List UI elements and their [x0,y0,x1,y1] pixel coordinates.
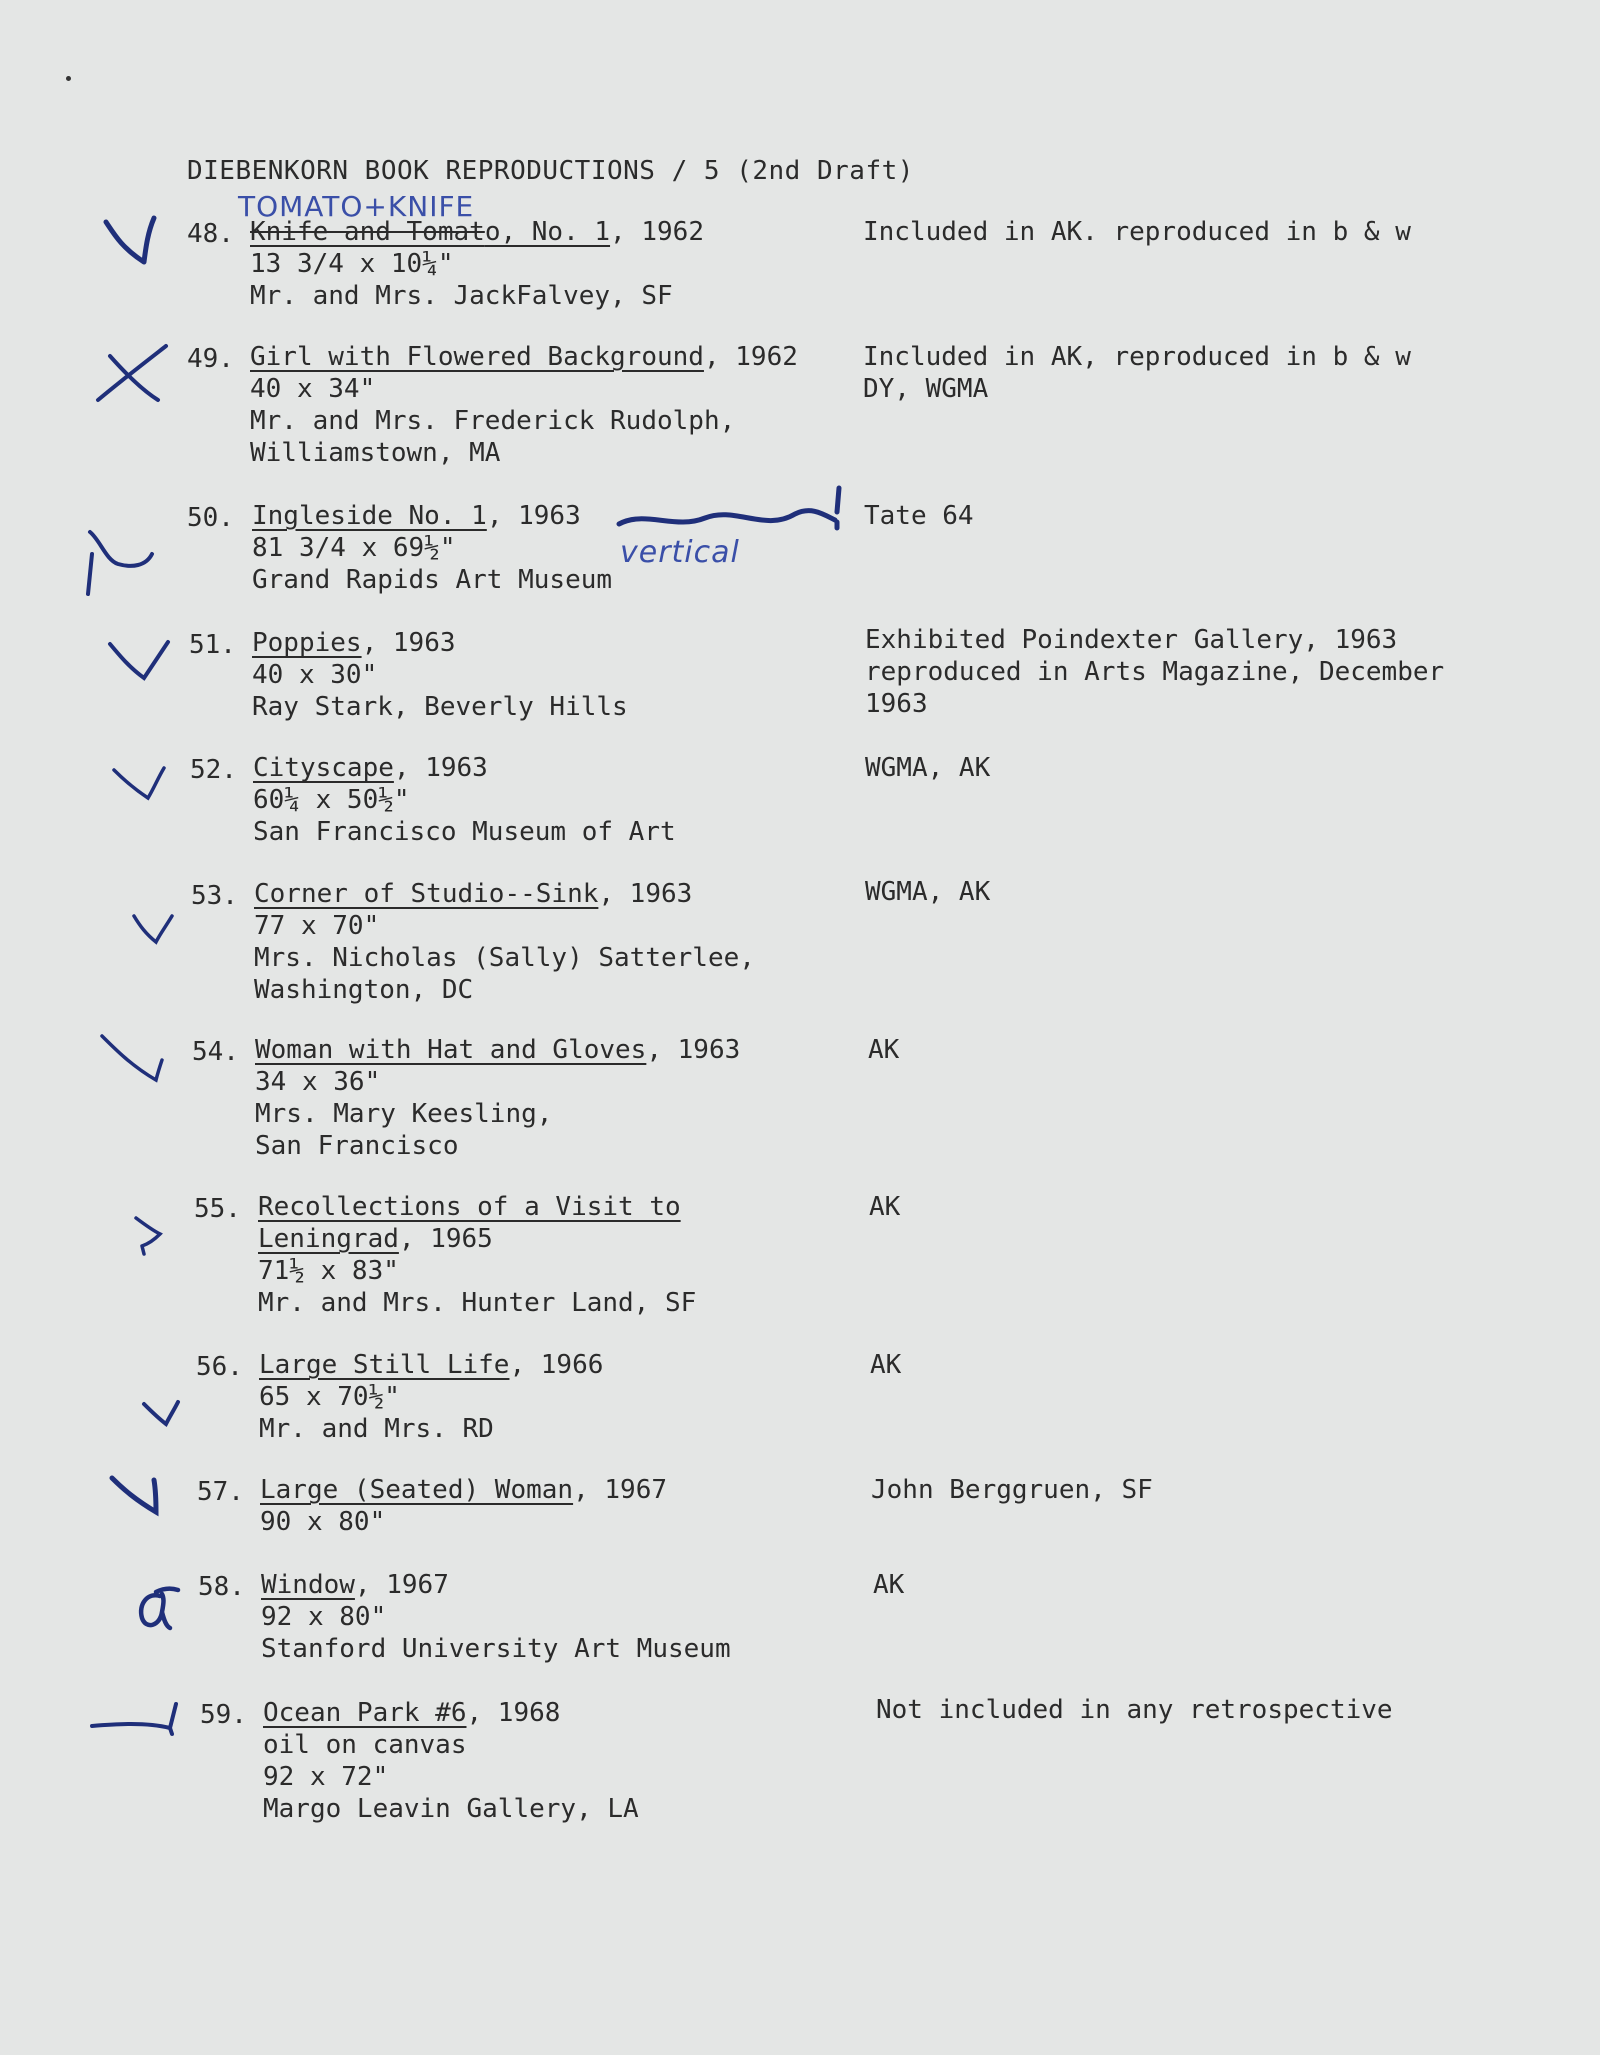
entry-number: 49. [187,344,234,374]
ink-speck [66,76,71,81]
entry-number: 54. [192,1037,239,1067]
check-mark-icon [128,908,182,948]
artwork-title: Ocean Park #6 [263,1698,467,1728]
entry-details [250,341,798,469]
entry-number: 48. [187,219,234,249]
artwork-year: , 1967 [354,1570,449,1600]
artwork-owner: Grand Rapids Art Museum [252,565,613,595]
entry-number: 56. [196,1352,243,1382]
artwork-title: Recollections of a Visit to [258,1192,681,1222]
artwork-owner: Stanford University Art Museum [261,1634,731,1664]
artwork-dimensions: 60¼ x 50½" [253,785,410,815]
artwork-title: Large (Seated) Woman [260,1475,574,1505]
artwork-medium: oil on canvas [263,1730,467,1760]
artwork-title: o, No. 1 [484,217,611,247]
artwork-year: , 1963 [486,501,581,531]
artwork-owner: Mr. and Mrs. Frederick Rudolph, [250,406,736,436]
entry-number: 57. [197,1477,244,1507]
artwork-dimensions: 13 3/4 x 10¼" [250,249,454,279]
artwork-owner: Williamstown, MA [250,438,501,468]
artwork-title: Window [261,1570,355,1600]
entry-notes [876,1694,1393,1726]
entry-details [258,1191,696,1319]
note-line: reproduced in Arts Magazine, December [865,657,1445,687]
entry-notes [865,624,1444,720]
entry-details [259,1349,603,1445]
check-mark-icon [108,760,172,806]
artwork-year: , 1963 [393,753,488,783]
artwork-title: Woman with Hat and Gloves [255,1035,647,1065]
entry-details [252,627,628,723]
artwork-dimensions: 34 x 36" [255,1067,381,1097]
artwork-owner: Mrs. Nicholas (Sally) Satterlee, [254,943,755,973]
entry-notes [870,1349,901,1381]
artwork-dimensions: 77 x 70" [254,911,380,941]
note-line: Not included in any retrospective [876,1695,1393,1725]
entry-details [263,1697,639,1825]
artwork-owner: Mr. and Mrs. RD [259,1414,494,1444]
entry-details [253,752,676,848]
entry-number: 55. [194,1194,241,1224]
x-mark-icon [92,340,172,406]
artwork-title: Cityscape [253,753,394,783]
artwork-owner: Mr. and Mrs. JackFalvey, SF [250,281,673,311]
entry-notes [873,1569,904,1601]
check-mark-icon [130,1210,170,1256]
check-mark-icon [96,1030,176,1086]
entry-details [250,216,704,312]
artwork-dimensions: 90 x 80" [260,1507,386,1537]
artwork-dimensions: 92 x 80" [261,1602,387,1632]
artwork-owner: Washington, DC [254,975,474,1005]
artwork-year: , 1963 [598,879,693,909]
artwork-owner: Margo Leavin Gallery, LA [263,1794,639,1824]
note-line: WGMA, AK [865,877,991,907]
artwork-dimensions: 92 x 72" [263,1762,389,1792]
artwork-year: , 1965 [398,1224,493,1254]
struck-title: Knife and Tomat [250,217,485,247]
artwork-title: Ingleside No. 1 [252,501,487,531]
entry-details [261,1569,731,1665]
entry-notes [863,216,1411,248]
artwork-dimensions: 81 3/4 x 69½" [252,533,456,563]
entry-number: 51. [189,630,236,660]
entry-number: 52. [190,755,237,785]
artwork-dimensions: 65 x 70½" [259,1382,400,1412]
check-mark-icon [86,1700,186,1746]
entry-notes [869,1191,900,1223]
entry-details [252,500,612,596]
note-line: Tate 64 [864,501,974,531]
artwork-year: , 1963 [646,1035,741,1065]
artwork-title-continued: Leningrad [258,1224,399,1254]
artwork-year: , 1962 [610,217,704,247]
entry-notes [865,876,990,908]
note-line: AK [869,1192,901,1222]
note-line: AK [870,1350,902,1380]
artwork-owner: San Francisco Museum of Art [253,817,676,847]
entry-notes [865,752,990,784]
note-line: Exhibited Poindexter Gallery, 1963 [865,625,1398,655]
artwork-dimensions: 71½ x 83" [258,1256,399,1286]
entry-notes [864,500,974,532]
handwritten-note: vertical [620,535,740,570]
entry-number: 58. [198,1572,245,1602]
artwork-dimensions: 40 x 34" [250,374,376,404]
entry-details [255,1034,740,1162]
artwork-title: Corner of Studio--Sink [254,879,599,909]
a-mark-icon [130,1582,184,1634]
artwork-owner: Ray Stark, Beverly Hills [252,692,628,722]
check-mark-icon [104,1470,168,1518]
check-mark-icon [100,210,160,270]
entry-notes [868,1034,899,1066]
artwork-title: Girl with Flowered Background [250,342,704,372]
artwork-year: , 1966 [509,1350,604,1380]
entry-notes [871,1474,1153,1506]
entry-number: 50. [187,503,234,533]
entry-number: 59. [200,1700,247,1730]
entry-details [254,878,755,1006]
artwork-year: , 1962 [703,342,798,372]
note-line: WGMA, AK [865,753,991,783]
note-line: AK [868,1035,900,1065]
artwork-year: , 1963 [361,628,456,658]
note-line: Included in AK. reproduced in b & w [863,217,1411,247]
artwork-owner: Mr. and Mrs. Hunter Land, SF [258,1288,697,1318]
note-line: John Berggruen, SF [871,1475,1153,1505]
artwork-title: Poppies [252,628,362,658]
note-line: 1963 [865,689,928,719]
artwork-owner: San Francisco [255,1131,459,1161]
entry-notes [863,341,1411,405]
note-line: DY, WGMA [863,374,989,404]
entry-number: 53. [191,881,238,911]
artwork-owner: Mrs. Mary Keesling, [255,1099,553,1129]
artwork-dimensions: 40 x 30" [252,660,378,690]
check-mark-icon [104,636,174,686]
check-mark-icon [82,524,162,604]
note-line: Included in AK, reproduced in b & w [863,342,1411,372]
artwork-year: , 1967 [573,1475,667,1505]
artwork-year: , 1968 [466,1698,561,1728]
check-mark-icon [138,1396,186,1436]
artwork-title: Large Still Life [259,1350,510,1380]
entry-details [260,1474,667,1538]
handwritten-title: TOMATO+KNIFE [238,190,475,223]
page-title: DIEBENKORN BOOK REPRODUCTIONS / 5 (2nd Draft) [187,156,914,186]
note-line: AK [873,1570,905,1600]
